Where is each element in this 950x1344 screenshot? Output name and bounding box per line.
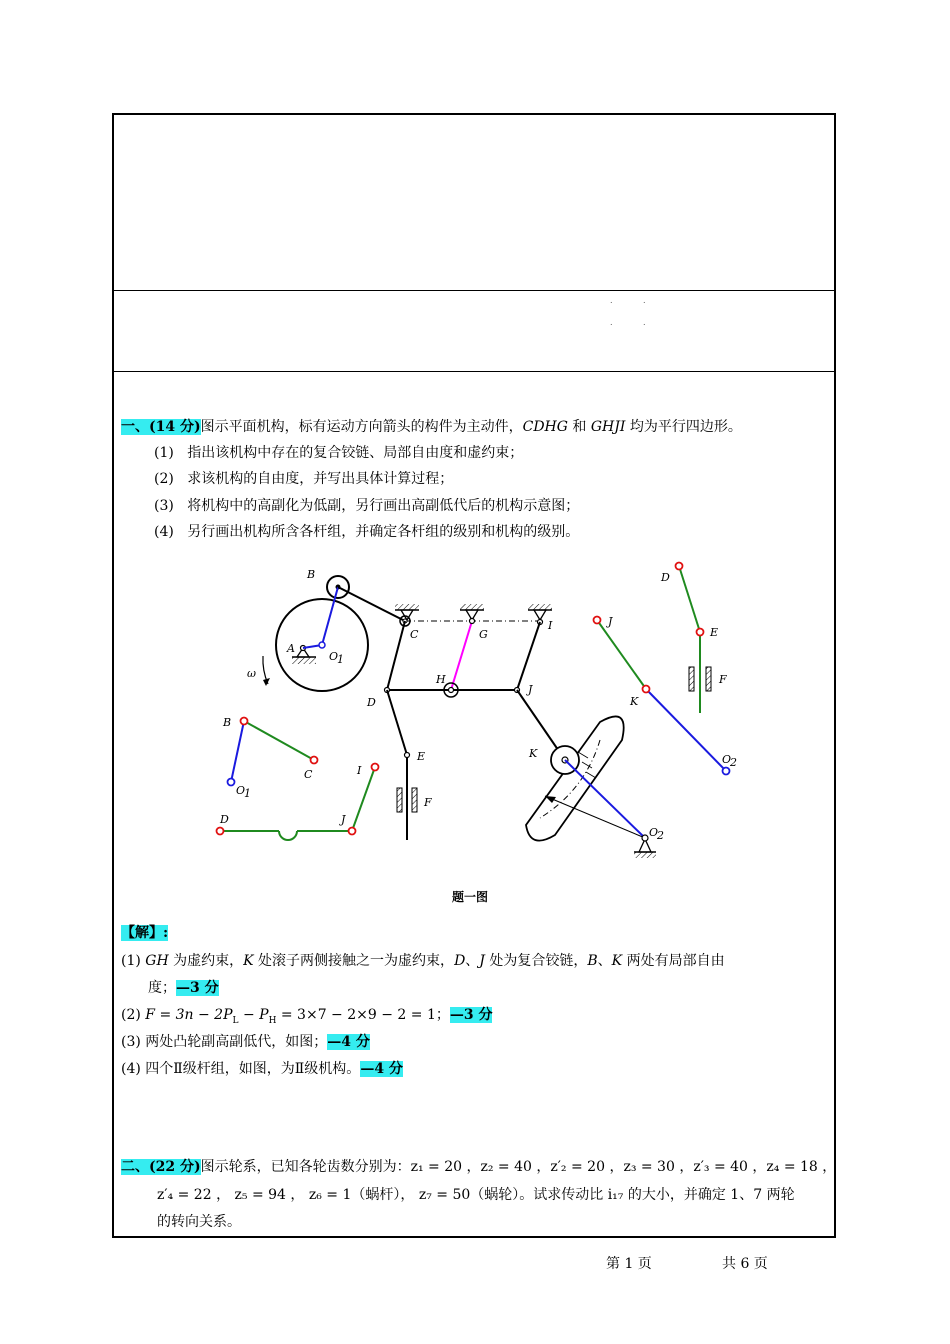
label-f: F <box>424 796 432 809</box>
slot-follower <box>526 716 624 840</box>
solution-line-4 <box>121 1060 403 1078</box>
solution-label-row <box>121 924 168 942</box>
s3-score: —4 分 <box>327 1034 370 1050</box>
s1-kk: K <box>611 953 623 969</box>
s1-bb: B <box>587 953 598 969</box>
label-j2: J <box>341 813 346 826</box>
s1-e: 、 <box>465 953 480 969</box>
label-o2b: O <box>722 753 732 766</box>
s4-score: —4 分 <box>360 1061 403 1077</box>
q1-item-text: 将机构中的高副化为低副，另行画出高副低代后的机构示意图； <box>187 498 580 514</box>
s3-text: (3) 两处凸轮副高副低代，如图； <box>121 1034 328 1050</box>
q1-item-num: (2) <box>154 471 174 487</box>
s1-cont: 度； <box>148 980 176 996</box>
label-k: K <box>529 747 538 760</box>
solution-line-1 <box>121 952 725 970</box>
q1-item-num: (4) <box>154 524 174 540</box>
label-j3: J <box>608 615 613 628</box>
s2-sub-l: L <box>232 1015 239 1026</box>
q2-line3-text: 的转向关系。 <box>157 1214 241 1230</box>
q2-line-3 <box>157 1213 241 1231</box>
q1-ghji: GHJI <box>590 419 626 435</box>
faint-dots: . . <box>610 296 646 305</box>
solution-line-3 <box>121 1033 370 1051</box>
label-h: H <box>436 673 446 686</box>
ground-a-hatch <box>292 657 316 664</box>
s2-sub-h: H <box>268 1015 277 1026</box>
s1-g: 、 <box>597 953 612 969</box>
label-g: G <box>479 628 488 641</box>
label-b2: B <box>223 716 232 729</box>
label-k3: K <box>630 695 639 708</box>
label-e3: E <box>710 626 719 639</box>
s1-j: J <box>479 953 485 969</box>
q1-item-text: 求该机构的自由度，并写出具体计算过程； <box>187 471 454 487</box>
q2-header: 二、(22 分) <box>121 1159 201 1175</box>
group-b-c <box>244 721 314 760</box>
label-o1b: O <box>236 784 246 797</box>
s1-c: 处滚子两侧接触之一为虚约束， <box>253 953 455 969</box>
s2-score: —3 分 <box>449 1007 493 1023</box>
s1-d: D <box>454 953 466 969</box>
s2-a: (2) <box>121 1007 146 1023</box>
label-i2: I <box>357 764 362 777</box>
label-o1: O <box>329 650 339 663</box>
q1-cdhg: CDHG <box>522 419 568 435</box>
label-o2-sub: 2 <box>657 829 664 842</box>
label-d: D <box>367 696 376 709</box>
q2-line2-text: z′₄ = 22 ， z₅ = 94 ， z₆ = 1（蜗杆）， z₇ = 50（蜗轮）。试求传动比 i₁₇ 的大小，并确定 1、7 两轮 <box>157 1187 795 1203</box>
label-e: E <box>417 750 426 763</box>
label-b: B <box>307 568 316 581</box>
page-number: 第 1 页 <box>606 1256 652 1272</box>
s4-text: (4) 四个Ⅱ级杆组，如图，为Ⅱ级机构。 <box>121 1061 361 1077</box>
q1-header: 一、(14 分) <box>121 419 201 435</box>
q1-item-num: (1) <box>154 445 174 461</box>
label-omega: ω <box>247 667 256 680</box>
label-d2: D <box>220 813 229 826</box>
s1-b: 为虚约束， <box>168 953 244 969</box>
s2-minus: − P <box>238 1007 269 1023</box>
s1-k: K <box>243 953 254 969</box>
label-a: A <box>287 642 295 655</box>
page-total: 共 6 页 <box>722 1256 768 1272</box>
q2-line-2 <box>157 1186 795 1204</box>
link-gh <box>451 621 472 690</box>
label-o1b-sub: 1 <box>244 787 251 800</box>
label-d3: D <box>661 571 670 584</box>
label-f3: F <box>719 673 727 686</box>
label-c: C <box>410 628 419 641</box>
label-c2: C <box>304 768 313 781</box>
s2-formula: F = 3n − 2P <box>145 1007 233 1023</box>
link-bc <box>338 587 405 621</box>
q1-stem-mid: 和 <box>567 419 591 435</box>
figure-caption: 题一图 <box>452 890 489 904</box>
s2-rest: = 3×7 − 2×9 − 2 = 1； <box>276 1007 450 1023</box>
q1-item-text: 指出该机构中存在的复合铰链、局部自由度和虚约束； <box>187 445 524 461</box>
label-i: I <box>548 619 553 632</box>
q1-stem-pre: 图示平面机构，标有运动方向箭头的构件为主动件， <box>200 419 523 435</box>
label-o2: O <box>649 826 659 839</box>
solution-line-1b <box>148 979 219 997</box>
solution-line-2 <box>121 1006 492 1030</box>
q2-line1-text: 图示轮系，已知各轮齿数分别为：z₁ = 20 ，z₂ = 40 ，z′₂ = 20 ，z₃ = 30 ，z′₃ = 40 ，z₄ = 18 ， <box>200 1159 837 1175</box>
label-o2b-sub: 2 <box>730 756 737 769</box>
faint-dots-2: . . <box>610 318 646 327</box>
s1-f: 处为复合铰链， <box>484 953 588 969</box>
q1-item-num: (3) <box>154 498 174 514</box>
label-j: J <box>528 683 533 696</box>
s1-a: (1) <box>121 953 146 969</box>
q1-item-text: 另行画出机构所含各杆组，并确定各杆组的级别和机构的级别。 <box>187 524 580 540</box>
s1-score: —3 分 <box>176 980 219 996</box>
s1-h: 两处有局部自由 <box>622 953 725 969</box>
q1-stem-post: 均为平行四边形。 <box>625 419 742 435</box>
q2-line-1 <box>121 1158 836 1176</box>
omega-arrowhead <box>263 678 270 686</box>
group-o1-b <box>231 721 244 782</box>
solution-label: 【解】: <box>121 925 169 941</box>
label-o1-sub: 1 <box>337 653 344 666</box>
s1-gh: GH <box>145 953 169 969</box>
